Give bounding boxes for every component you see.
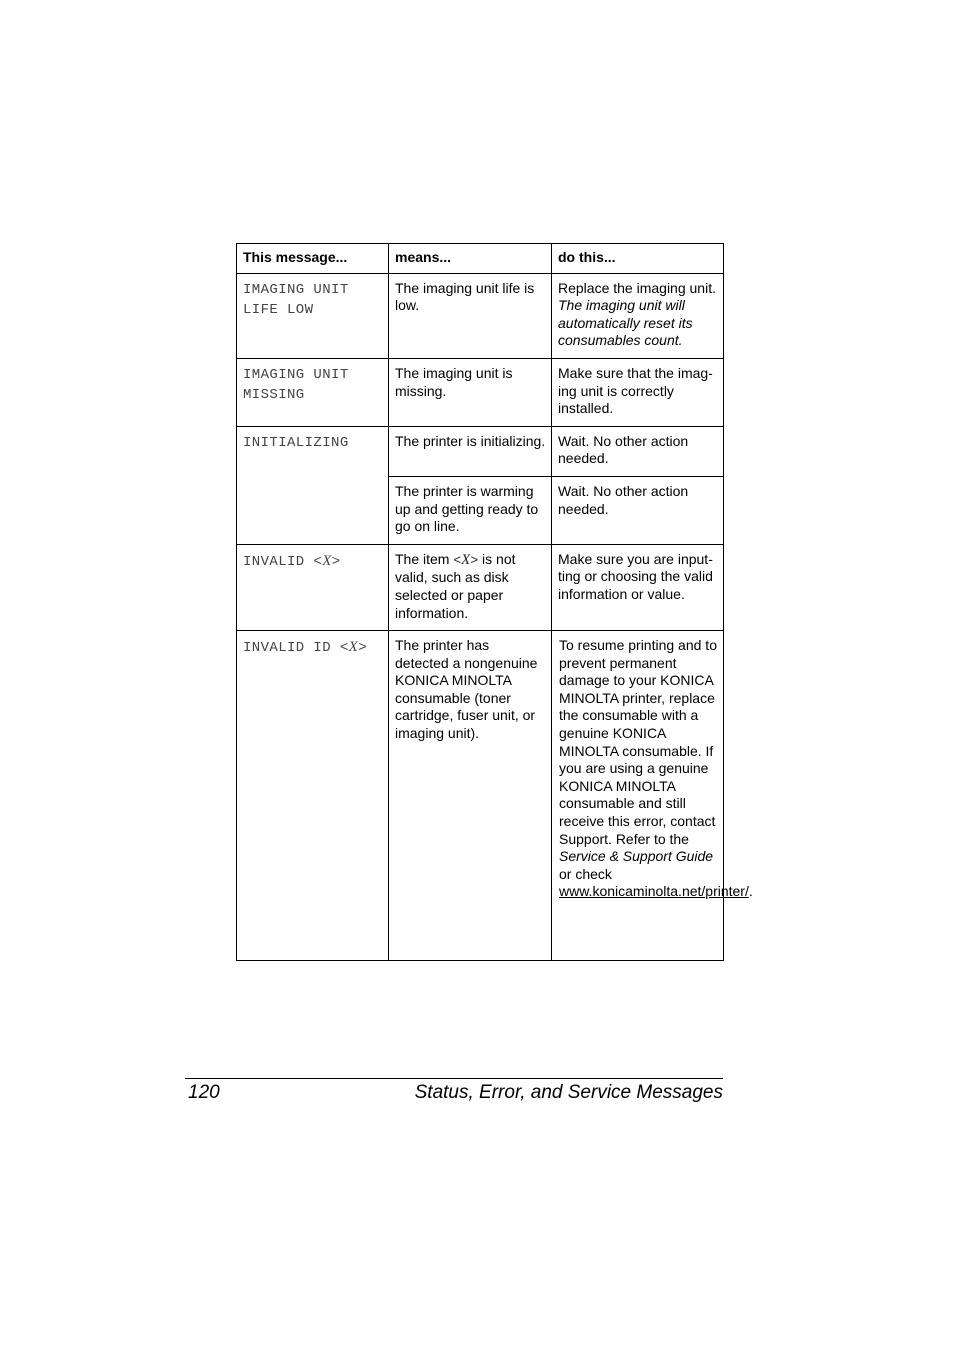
message-code xyxy=(243,640,367,656)
message-cell xyxy=(237,426,389,544)
message-code: INITIALIZING xyxy=(243,434,349,451)
action-cell: Wait. No other action needed. xyxy=(552,476,724,544)
action-text: Replace the imaging unit. xyxy=(558,279,716,296)
means-suffix: is not valid, such as disk selected or paper information. xyxy=(395,550,516,621)
means-cell: The printer is warming up and getting ready to go on line. xyxy=(389,476,552,544)
table-row xyxy=(237,426,724,476)
means-cell: The imaging unit life is low. xyxy=(389,273,552,358)
code-variable: X xyxy=(461,551,471,568)
action-cell xyxy=(552,273,724,358)
message-code xyxy=(243,554,341,570)
means-cell: The printer has detected a nongenuine KONICA MINOLTA consumable (toner cartridge, fuser unit, or imaging unit). xyxy=(389,631,552,961)
message-cell xyxy=(237,544,389,630)
website-link[interactable]: www.konicaminolta.net/printer/ xyxy=(559,883,749,900)
guide-title: Service & Support Guide xyxy=(559,848,714,865)
message-cell xyxy=(237,358,389,426)
footer-section-title: Status, Error, and Service Messages xyxy=(414,1082,723,1103)
action-cell xyxy=(552,631,753,961)
action-cell: Wait. No other action needed. xyxy=(552,426,724,476)
action-text-continued: or check xyxy=(559,865,612,882)
message-suffix: > xyxy=(358,640,368,657)
action-cell: Make sure that the imag-ing unit is correctly installed. xyxy=(552,358,724,426)
message-code: IMAGING UNIT MISSING xyxy=(243,366,349,403)
header-means: means... xyxy=(389,244,552,274)
means-cell xyxy=(389,544,552,630)
code-close: > xyxy=(470,552,479,568)
message-prefix: INVALID < xyxy=(243,553,323,570)
message-code: IMAGING UNIT LIFE LOW xyxy=(243,281,349,318)
action-note: The imaging unit will automatically reset its consumables count. xyxy=(558,297,693,349)
message-variable: X xyxy=(322,552,332,569)
code-open: < xyxy=(453,552,462,568)
page-number: 120 xyxy=(188,1082,220,1103)
action-end: . xyxy=(748,883,753,900)
messages-table xyxy=(236,243,753,961)
message-suffix: > xyxy=(331,553,341,570)
table-header-row xyxy=(237,244,724,274)
message-cell xyxy=(237,631,389,961)
action-cell: Make sure you are input-ting or choosing the valid information or value. xyxy=(552,544,724,630)
table-row xyxy=(237,544,724,630)
table-row xyxy=(237,273,724,358)
action-text: To resume printing and to prevent permanent damage to your KONICA MINOLTA printer, replace the consumable with a genuine KONICA MINOLTA consumable. If you are using a genuine KONICA MINOLTA consumable and still receive this error, contact Support. Refer to the xyxy=(559,637,717,847)
footer-divider xyxy=(185,1078,723,1079)
means-prefix: The item xyxy=(395,550,454,567)
message-variable: X xyxy=(348,639,359,656)
message-cell xyxy=(237,273,389,358)
message-prefix: INVALID ID < xyxy=(243,640,349,657)
means-cell: The imaging unit is missing. xyxy=(389,358,552,426)
table-row xyxy=(237,631,724,961)
means-cell: The printer is initializing. xyxy=(389,426,552,476)
table-row xyxy=(237,358,724,426)
header-message: This message... xyxy=(237,244,389,274)
header-action: do this... xyxy=(552,244,724,274)
means-variable-code xyxy=(453,553,478,568)
